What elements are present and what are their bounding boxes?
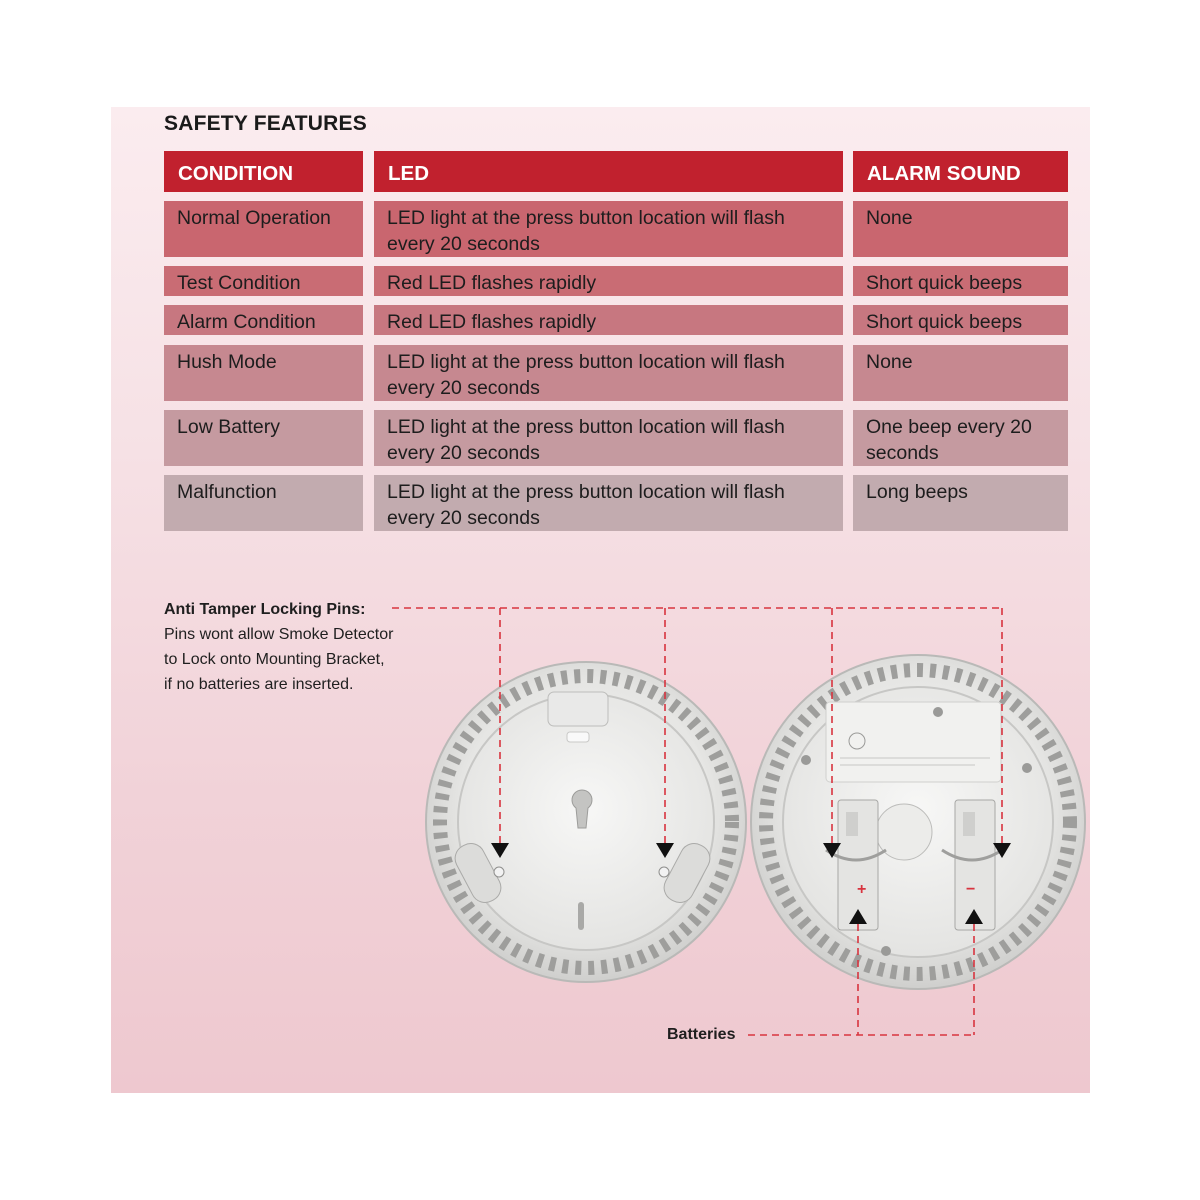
cell-condition-normal-operation: Normal Operation [164, 201, 363, 257]
battery-plus-sign: + [857, 881, 867, 898]
cell-led-malfunction: LED light at the press button location will flash every 20 seconds [374, 475, 843, 531]
cell-led-alarm: Red LED flashes rapidly [374, 305, 843, 335]
page-title: SAFETY FEATURES [164, 112, 367, 135]
mounting-bracket-image [426, 662, 746, 982]
cell-sound-hush: None [853, 345, 1068, 401]
cell-sound-normal-operation: None [853, 201, 1068, 257]
header-alarm-sound: ALARM SOUND [853, 151, 1068, 192]
cell-led-normal-operation: LED light at the press button location will flash every 20 seconds [374, 201, 843, 257]
batteries-label: Batteries [667, 1026, 736, 1043]
anti-tamper-title: Anti Tamper Locking Pins: [164, 601, 366, 618]
cell-condition-low-battery: Low Battery [164, 410, 363, 466]
anti-tamper-line-3: if no batteries are inserted. [164, 676, 354, 693]
cell-condition-hush: Hush Mode [164, 345, 363, 401]
cell-sound-test: Short quick beeps [853, 266, 1068, 296]
cell-sound-low-battery: One beep every 20 seconds [853, 410, 1068, 466]
header-led: LED [374, 151, 843, 192]
anti-tamper-line-2: to Lock onto Mounting Bracket, [164, 651, 385, 668]
cell-condition-malfunction: Malfunction [164, 475, 363, 531]
detector-back-image [751, 655, 1085, 989]
cell-led-test: Red LED flashes rapidly [374, 266, 843, 296]
cell-condition-alarm: Alarm Condition [164, 305, 363, 335]
cell-condition-test: Test Condition [164, 266, 363, 296]
cell-led-low-battery: LED light at the press button location will flash every 20 seconds [374, 410, 843, 466]
cell-led-hush: LED light at the press button location will flash every 20 seconds [374, 345, 843, 401]
battery-minus-sign: − [966, 881, 976, 898]
cell-sound-alarm: Short quick beeps [853, 305, 1068, 335]
anti-tamper-line-1: Pins wont allow Smoke Detector [164, 626, 394, 643]
header-condition: CONDITION [164, 151, 363, 192]
cell-sound-malfunction: Long beeps [853, 475, 1068, 531]
